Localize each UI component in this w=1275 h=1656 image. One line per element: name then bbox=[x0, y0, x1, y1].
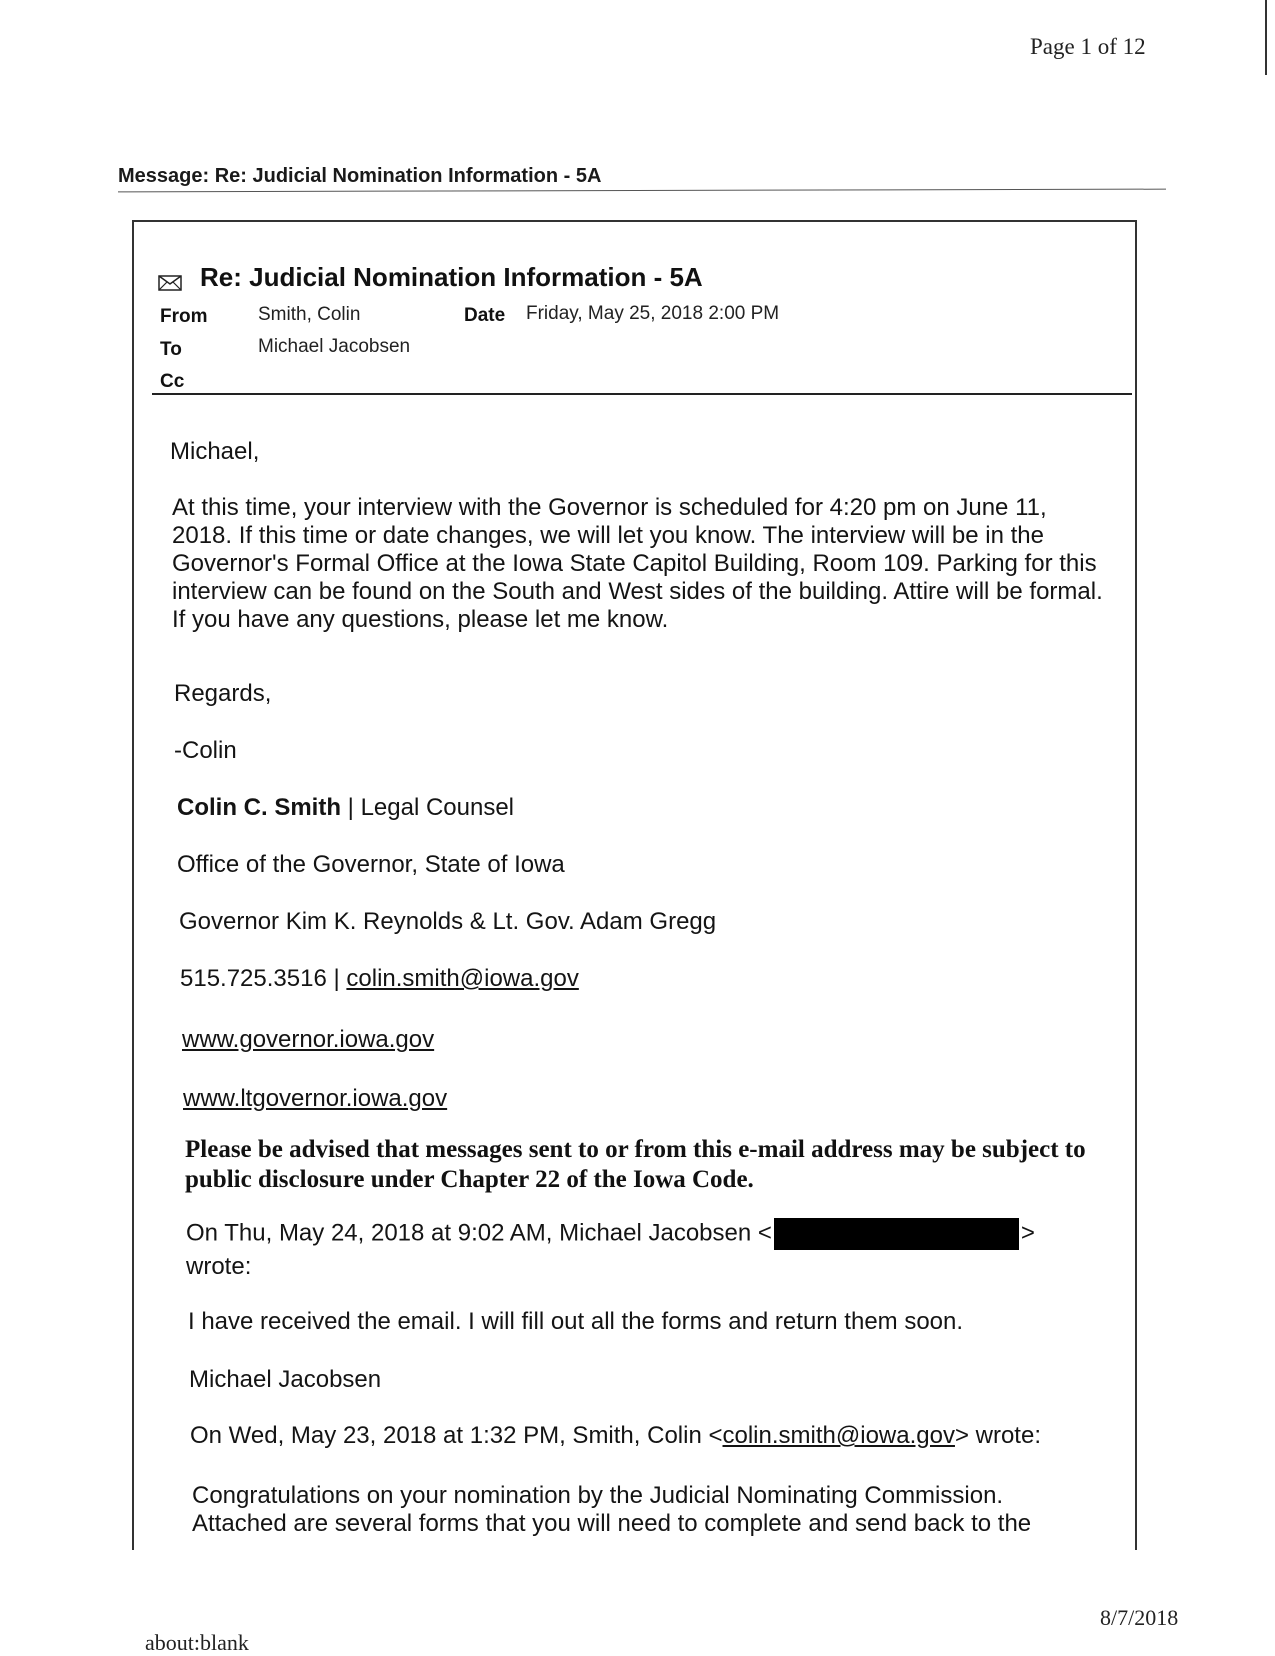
footer-url: about:blank bbox=[145, 1630, 249, 1655]
body-paragraph: At this time, your interview with the Governor is scheduled for 4:20 pm on June 11, 2018. If this time or date changes, we will let you know. The interview will be in the Governor's Formal Office at the Iowa State Capitol Building, Room 109. Parking for this interview can be found on the South and West sides of the building. Attire will be formal. If you have any questions, please let me know. bbox=[172, 494, 1103, 633]
message-title-rule bbox=[118, 189, 1166, 193]
from-label: From bbox=[160, 306, 208, 327]
email-frame bbox=[132, 220, 1137, 1550]
quoted1-wrote: wrote: bbox=[186, 1253, 252, 1280]
date-value: Friday, May 25, 2018 2:00 PM bbox=[526, 303, 780, 324]
regards: Regards, bbox=[174, 680, 272, 707]
greeting: Michael, bbox=[170, 438, 260, 465]
signature-governors: Governor Kim K. Reynolds & Lt. Gov. Adam Gregg bbox=[179, 908, 717, 935]
to-label: To bbox=[160, 339, 182, 360]
page-number: Page 1 of 12 bbox=[1030, 34, 1146, 59]
website-link-1[interactable]: www.governor.iowa.gov bbox=[182, 1026, 435, 1053]
disclaimer: Please be advised that messages sent to or from this e-mail address may be subject to public disclosure under Chapter 22 of the Iowa Code. bbox=[185, 1136, 1086, 1193]
signature-phone: 515.725.3516 | bbox=[180, 965, 347, 992]
quoted2-header-end: > wrote: bbox=[954, 1422, 1041, 1449]
signature-office: Office of the Governor, State of Iowa bbox=[177, 851, 565, 878]
from-value: Smith, Colin bbox=[258, 304, 361, 325]
quoted2-email-link[interactable]: colin.smith@iowa.gov bbox=[722, 1422, 955, 1449]
signature-title: | Legal Counsel bbox=[341, 794, 515, 821]
redaction-block bbox=[774, 1218, 1019, 1250]
signoff: -Colin bbox=[174, 737, 237, 764]
signature-contact bbox=[180, 965, 1130, 993]
quoted1-name: Michael Jacobsen bbox=[189, 1366, 382, 1393]
quoted1-text: I have received the email. I will fill out all the forms and return them soon. bbox=[188, 1308, 964, 1335]
website-link-2[interactable]: www.ltgovernor.iowa.gov bbox=[183, 1085, 448, 1112]
signature-name: Colin C. Smith bbox=[177, 794, 341, 821]
quoted2-header-start: On Wed, May 23, 2018 at 1:32 PM, Smith, Colin < bbox=[190, 1422, 723, 1449]
envelope-icon bbox=[158, 275, 182, 291]
quoted1-header bbox=[186, 1218, 1136, 1250]
quoted1-header-start: On Thu, May 24, 2018 at 9:02 AM, Michael Jacobsen < bbox=[186, 1219, 772, 1247]
quoted2-header bbox=[190, 1422, 1140, 1450]
date-label: Date bbox=[464, 305, 506, 326]
footer-date: 8/7/2018 bbox=[1100, 1605, 1179, 1630]
to-value: Michael Jacobsen bbox=[258, 336, 411, 357]
signature-email-link[interactable]: colin.smith@iowa.gov bbox=[346, 965, 579, 992]
page-edge-line bbox=[1265, 0, 1267, 75]
cc-label: Cc bbox=[160, 371, 185, 392]
quoted1-header-end: > bbox=[1020, 1219, 1035, 1247]
quoted2-text: Congratulations on your nomination by the Judicial Nominating Commission. Attached are several forms that you will need to complete and send back to the bbox=[192, 1482, 1032, 1537]
email-subject: Re: Judicial Nomination Information - 5A bbox=[200, 262, 703, 292]
signature-name-line bbox=[177, 794, 1127, 822]
message-title: Message: Re: Judicial Nomination Information - 5A bbox=[118, 165, 602, 187]
header-rule bbox=[152, 393, 1132, 395]
